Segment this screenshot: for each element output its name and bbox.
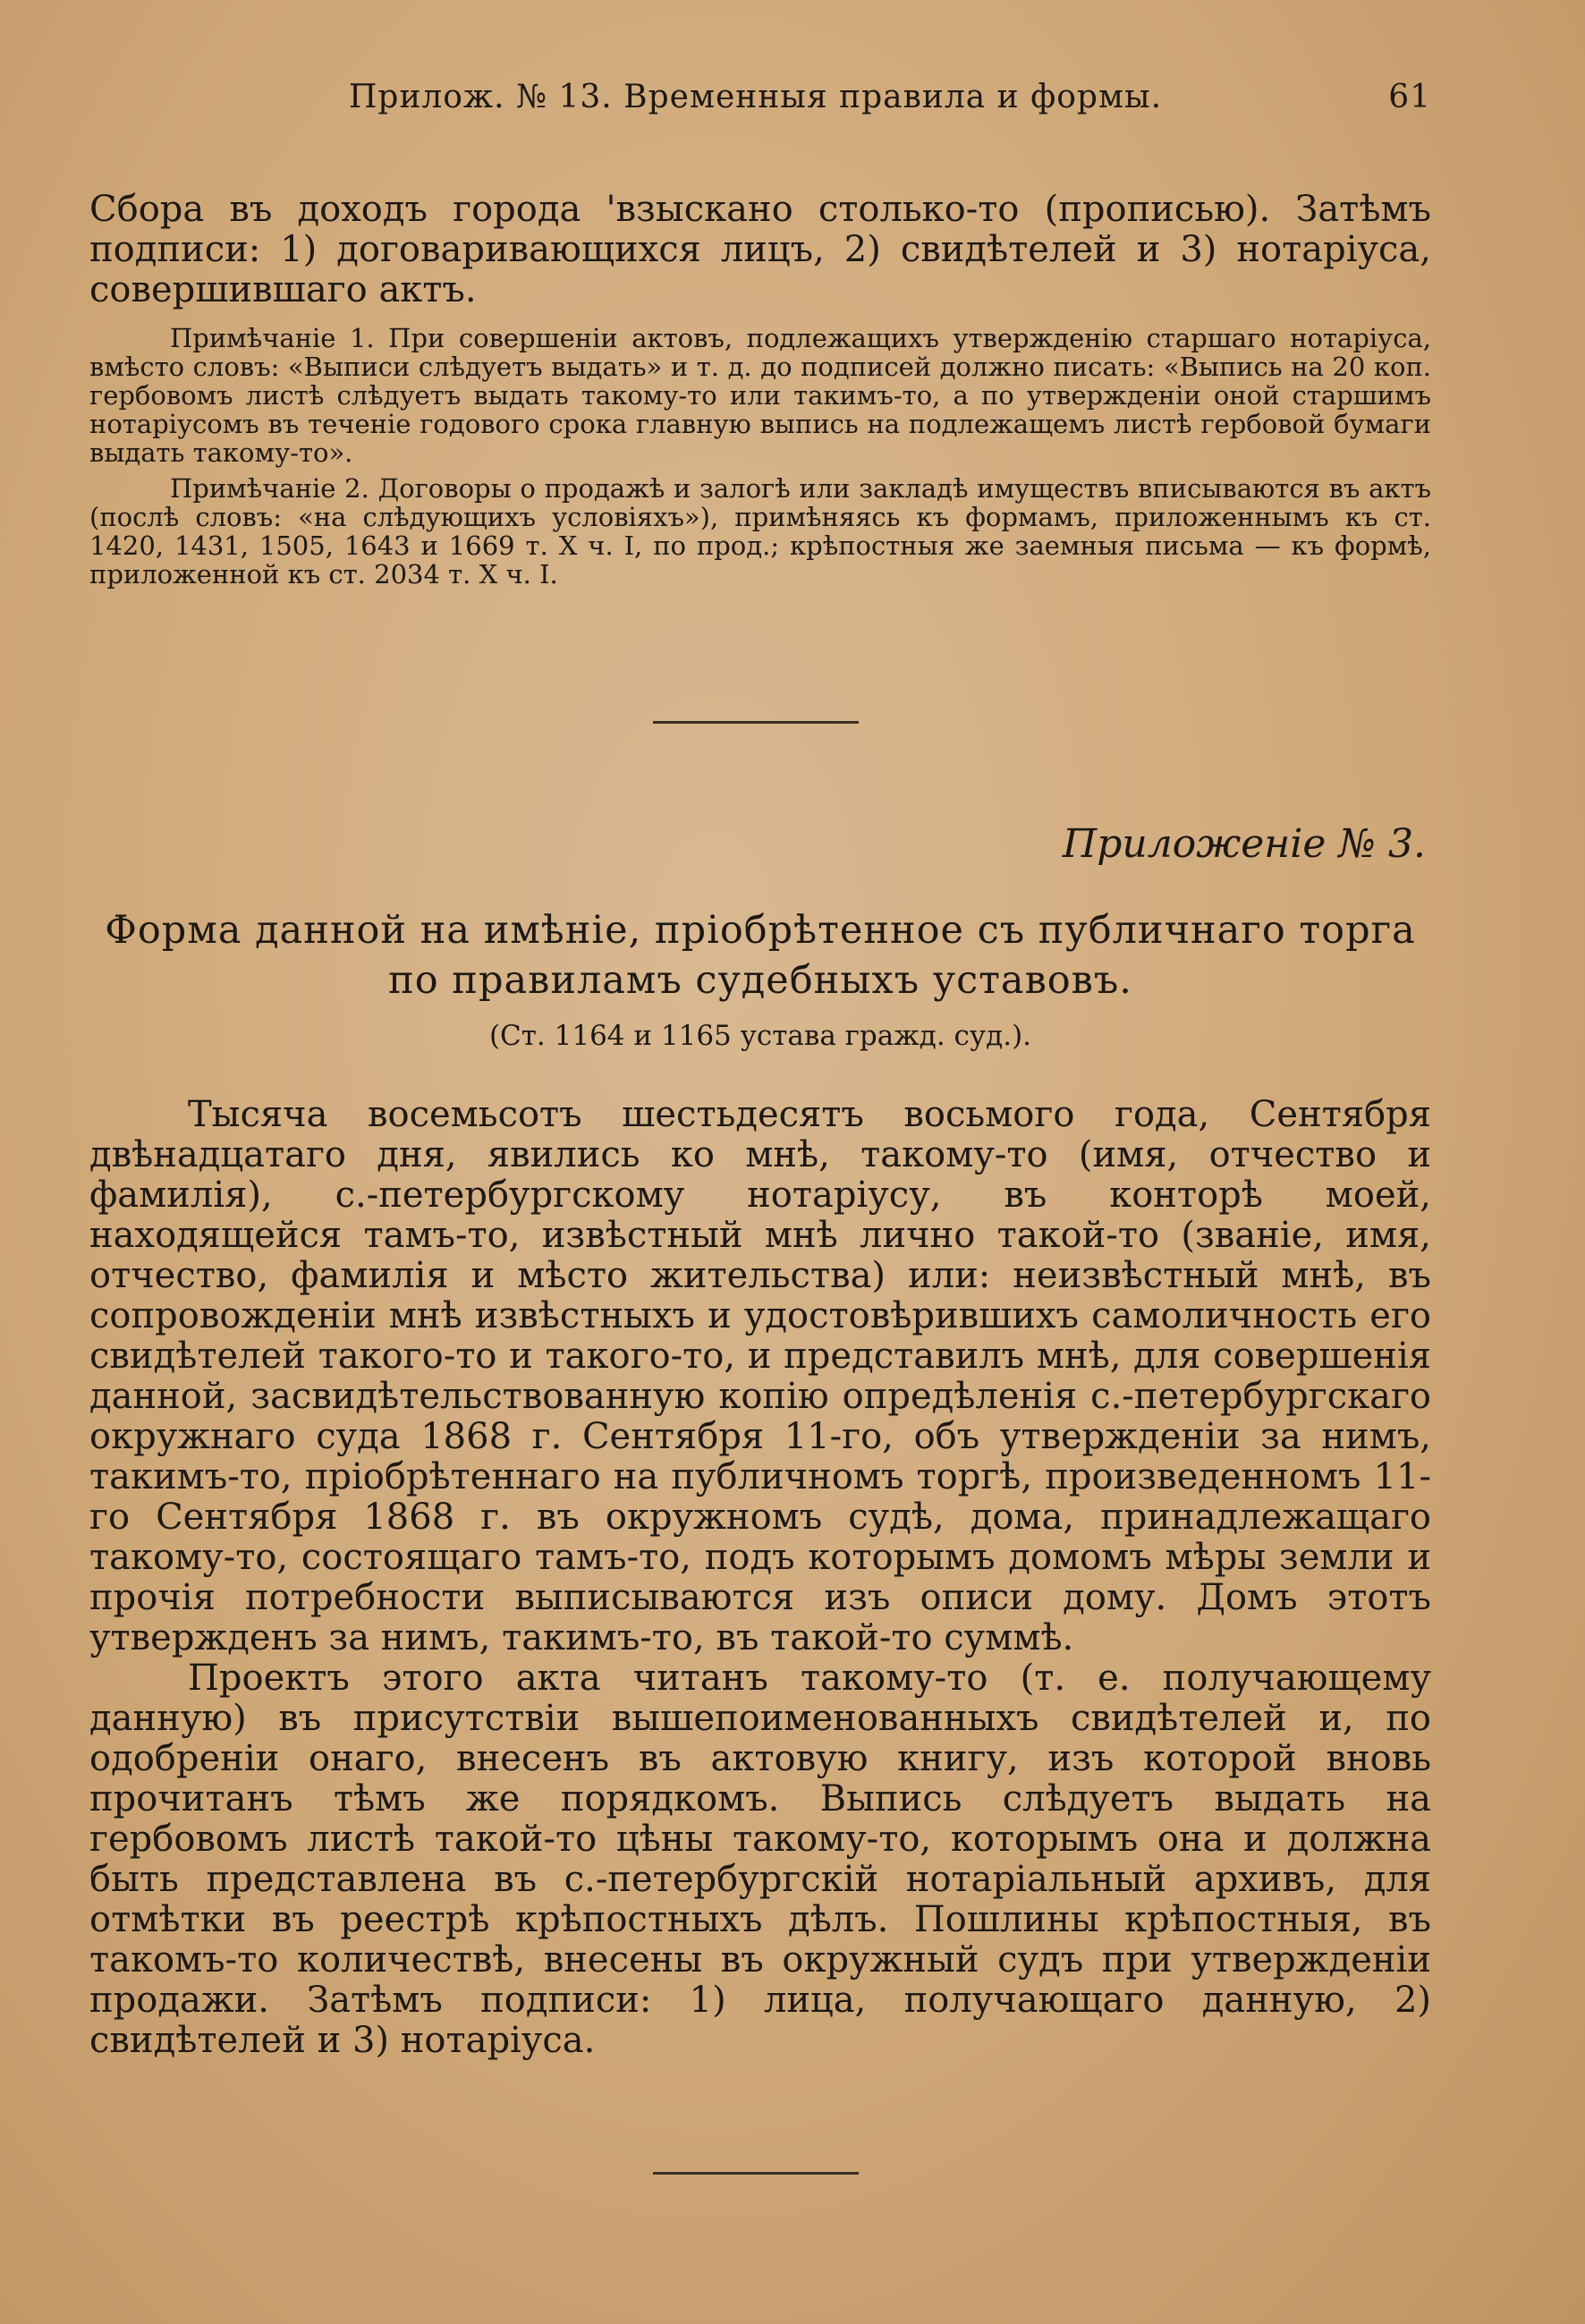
notes-block: [89, 324, 1431, 589]
continued-paragraph: Сбора въ доходъ города 'взыскано столько-то (прописью). Затѣмъ подписи: 1) договаривающихся лицъ, 2) свидѣтелей и 3) нотаріуса, совершившаго актъ.: [89, 189, 1431, 310]
end-divider: [653, 2172, 859, 2175]
running-header: [89, 79, 1431, 123]
header-title: Прилож. № 13. Временныя правила и формы.: [349, 79, 1163, 115]
body-paragraph-2: Проектъ этого акта читанъ такому-то (т. е. получающему данную) въ присутствіи вышепоименованныхъ свидѣтелей и, по одобреніи онаго, внесенъ въ актовую книгу, изъ которой вновь прочитанъ тѣмъ же порядкомъ. Выпись слѣдуетъ выдать на гербовомъ листѣ такой-то цѣны такому-то, которымъ она и должна быть представлена въ с.-петербургскій нотаріальный архивъ, для отмѣтки въ реестрѣ крѣпостныхъ дѣлъ. Пошлины крѣпостныя, въ такомъ-то количествѣ, внесены въ окружный судъ при утвержденіи продажи. Затѣмъ подписи: 1) лица, получающаго данную, 2) свидѣтелей и 3) нотаріуса.: [89, 1658, 1431, 2061]
page-number: 61: [1388, 79, 1431, 115]
note-2: Примѣчаніе 2. Договоры о продажѣ и залогѣ или закладѣ имуществъ вписываются въ актъ (послѣ словъ: «на слѣдующихъ условіяхъ»), примѣняясь къ формамъ, приложеннымъ къ ст. 1420, 1431, 1505, 1643 и 1669 т. X ч. I, по прод.; крѣпостныя же заемныя письма — къ формѣ, приложенной къ ст. 2034 т. X ч. I.: [89, 473, 1431, 589]
form-body: [89, 1095, 1431, 2061]
body-paragraph-1: Тысяча восемьсотъ шестьдесятъ восьмого года, Сентября двѣнадцатаго дня, явились ко мнѣ, такому-то (имя, отчество и фамилія), с.-петербургскому нотаріусу, въ конторѣ моей, находящейся тамъ-то, извѣстный мнѣ лично такой-то (званіе, имя, отчество, фамилія и мѣсто жительства) или: неизвѣстный мнѣ, въ сопровожденіи мнѣ извѣстныхъ и удостовѣрившихъ самоличность его свидѣтелей такого-то и такого-то, и представилъ мнѣ, для совершенія данной, засвидѣтельствованную копію опредѣленія с.-петербургскаго окружнаго суда 1868 г. Сентября 11-го, объ утвержденіи за нимъ, такимъ-то, пріобрѣтеннаго на публичномъ торгѣ, произведенномъ 11-го Сентября 1868 г. въ окружномъ судѣ, дома, принадлежащаго такому-то, состоящаго тамъ-то, подъ которымъ домомъ мѣры земли и прочія потребности выписываются изъ описи дому. Домъ этотъ утвержденъ за нимъ, такимъ-то, въ такой-то суммѣ.: [89, 1094, 1431, 1658]
form-subtitle: (Ст. 1164 и 1165 устава гражд. суд.).: [488, 1020, 1032, 1052]
continued-form-text: [89, 190, 1431, 310]
note-1: Примѣчаніе 1. При совершеніи актовъ, подлежащихъ утвержденію старшаго нотаріуса, вмѣсто словъ: «Выписи слѣдуетъ выдать» и т. д. до подписей должно писать: «Выпись на 20 коп. гербовомъ листѣ слѣдуетъ выдать такому-то или такимъ-то, а по утвержденіи оной старшимъ нотаріусомъ въ теченіе годового срока главную выпись на подлежащемъ листѣ гербовой бумаги выдать такому-то».: [89, 323, 1431, 468]
form-title: Форма данной на имѣніе, пріобрѣтенное съ публичнаго торга по правиламъ судебныхъ уставовъ.: [105, 908, 1416, 1003]
section-divider: [653, 721, 859, 724]
appendix-label: Приложеніе № 3.: [1062, 821, 1426, 867]
